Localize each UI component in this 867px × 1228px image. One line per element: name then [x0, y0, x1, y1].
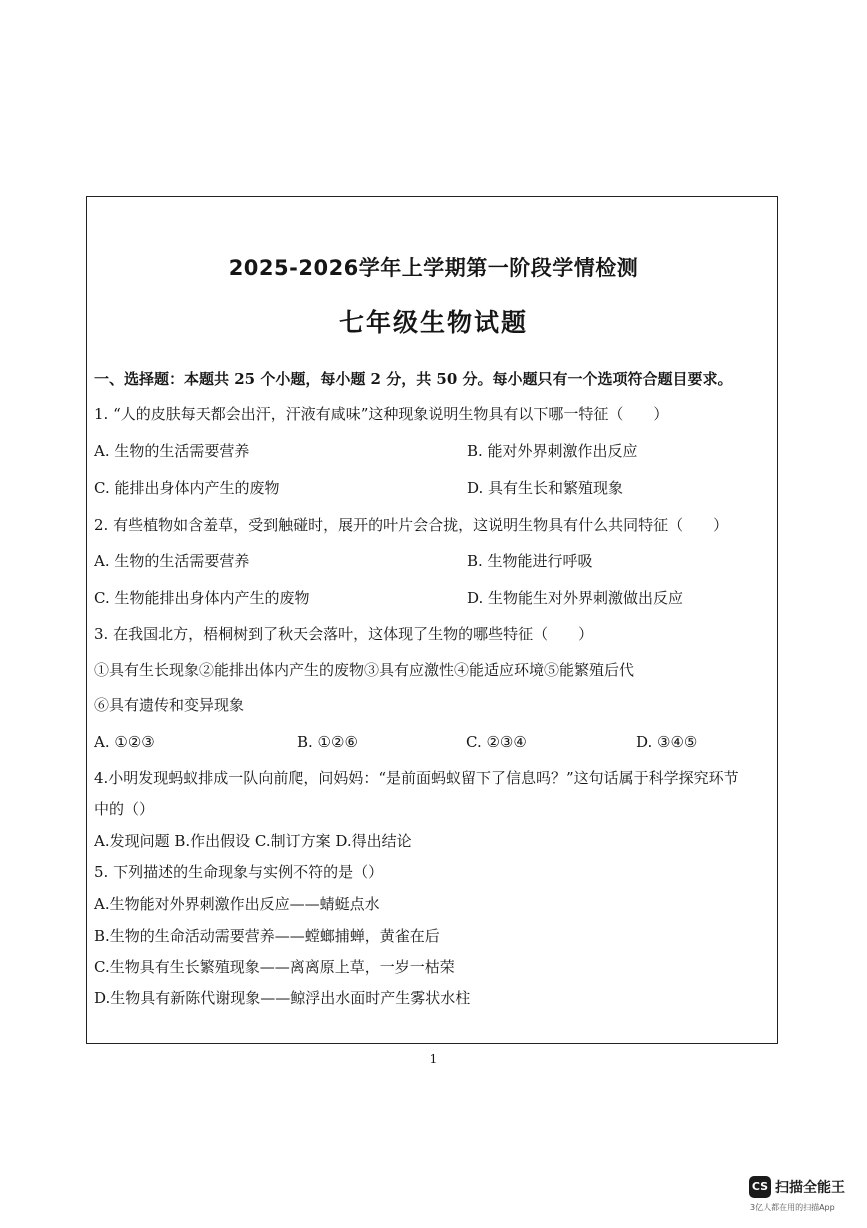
camscanner-logo-icon: CS [749, 1176, 771, 1198]
question-5-option-d: D.生物具有新陈代谢现象——鲸浮出水面时产生雾状水柱 [94, 989, 471, 1007]
question-3-statements-1: ①具有生长现象②能排出体内产生的废物③具有应激性④能适应环境⑤能繁殖后代 [94, 661, 635, 679]
question-2-stem: 2. 有些植物如含羞草，受到触碰时，展开的叶片会合拢，这说明生物具有什么共同特征（ ） [94, 516, 729, 534]
question-5-stem: 5. 下列描述的生命现象与实例不符的是（） [94, 863, 384, 881]
question-3-option-a: A. ①②③ [94, 733, 155, 751]
exam-subtitle: 七年级生物试题 [338, 308, 528, 337]
question-5-option-a: A.生物能对外界刺激作出反应——蜻蜓点水 [94, 895, 380, 913]
exam-title: 2025-2026学年上学期第一阶段学情检测 [228, 256, 639, 280]
question-4-stem-cont: 中的（） [94, 800, 155, 818]
question-1-option-c: C. 能排出身体内产生的废物 [94, 479, 280, 497]
question-1-stem: 1. “人的皮肤每天都会出汗，汗液有咸味”这种现象说明生物具有以下哪一特征（ ） [94, 405, 669, 423]
section-heading: 一、选择题：本题共 25 个小题，每小题 2 分，共 50 分。每小题只有一个选项符合题目要求。 [94, 370, 733, 388]
question-3-statements-2: ⑥具有遗传和变异现象 [94, 696, 245, 714]
question-5-option-b: B.生物的生命活动需要营养——螳螂捕蝉，黄雀在后 [94, 927, 440, 945]
question-2-option-c: C. 生物能排出身体内产生的废物 [94, 589, 310, 607]
question-3-option-d: D. ③④⑤ [636, 733, 698, 751]
question-2-option-a: A. 生物的生活需要营养 [94, 552, 250, 570]
scanner-watermark [749, 1174, 855, 1218]
question-4-options: A.发现问题 B.作出假设 C.制订方案 D.得出结论 [94, 832, 412, 850]
question-3-stem: 3. 在我国北方，梧桐树到了秋天会落叶，这体现了生物的哪些特征（ ） [94, 625, 594, 643]
question-2-option-d: D. 生物能生对外界刺激做出反应 [467, 589, 684, 607]
question-2-option-b: B. 生物能进行呼吸 [467, 552, 593, 570]
question-5-option-c: C.生物具有生长繁殖现象——离离原上草，一岁一枯荣 [94, 958, 455, 976]
question-1-option-d: D. 具有生长和繁殖现象 [467, 479, 624, 497]
question-1-option-b: B. 能对外界刺激作出反应 [467, 442, 638, 460]
scanner-app-name: 扫描全能王 [775, 1180, 845, 1196]
page-number: 1 [429, 1052, 438, 1066]
question-4-stem: 4.小明发现蚂蚁排成一队向前爬，问妈妈：“是前面蚂蚁留下了信息吗？”这句话属于科学探究环节 [94, 769, 739, 787]
question-3-option-c: C. ②③④ [466, 733, 527, 751]
question-3-option-b: B. ①②⑥ [297, 733, 358, 751]
question-1-option-a: A. 生物的生活需要营养 [94, 442, 250, 460]
scanner-tagline: 3亿人都在用的扫描App [750, 1203, 835, 1212]
